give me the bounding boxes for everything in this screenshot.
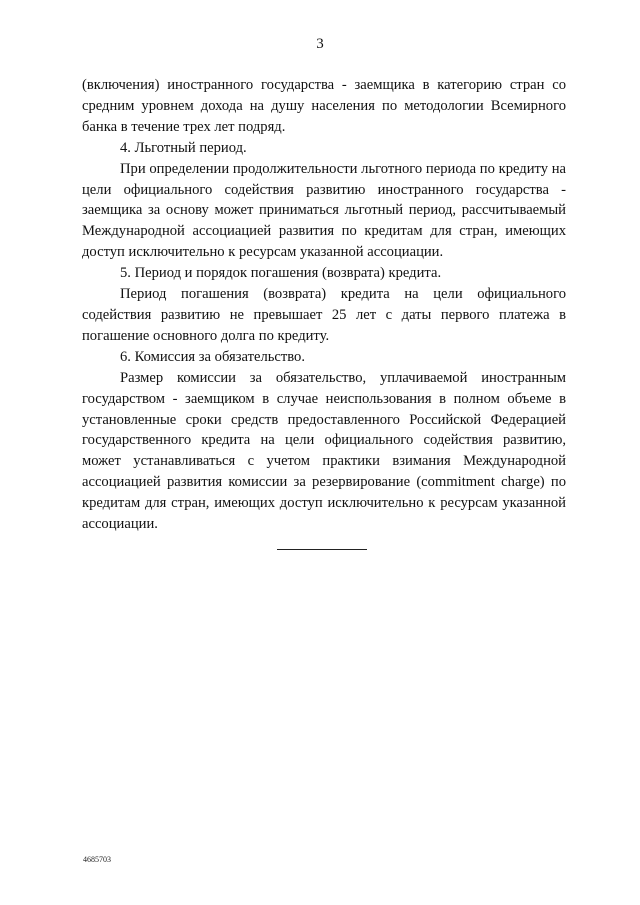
page-number: 3	[316, 36, 324, 52]
section-heading-grace-period: 4. Льготный период.	[120, 139, 247, 156]
section-heading-commitment-fee: 6. Комиссия за обязательство.	[120, 348, 306, 365]
section-heading-repayment: 5. Период и порядок погашения (возврата) кредита.	[120, 265, 442, 282]
document-code: 4685703	[83, 855, 111, 864]
paragraph-continuation: (включения) иностранного государства - заемщика в категорию стран со средним уровнем дохода на душу населения по методологии Всемирного банка в течение трех лет подряд.	[82, 77, 566, 135]
paragraph-grace-period: При определении продолжительности льготного периода по кредиту на цели официального содействия развитию иностранного государства - заемщика за основу может приниматься льготный период, рассчитываемый Международной ассоциацией развития по кредитам для стран, имеющих доступ исключительно к ресурсам указанной ассоциации.	[82, 160, 566, 261]
end-divider-line	[277, 549, 367, 550]
paragraph-commitment-fee: Размер комиссии за обязательство, уплачиваемой иностранным государством - заемщиком в случае неиспользования в полном объеме в установленные сроки средств предоставленного Российской Федерацией государственного кредита на цели официального содействия развитию, может устанавливаться с учетом практики взимания Международной ассоциацией развития комиссии за резервирование (commitment charge) по кредитам для стран, имеющих доступ исключительно к ресурсам указанной ассоциации.	[82, 369, 566, 533]
paragraph-repayment: Период погашения (возврата) кредита на цели официального содействия развитию не превышает 25 лет с даты первого платежа в погашение основного долга по кредиту.	[82, 286, 566, 344]
document-body	[82, 75, 566, 535]
